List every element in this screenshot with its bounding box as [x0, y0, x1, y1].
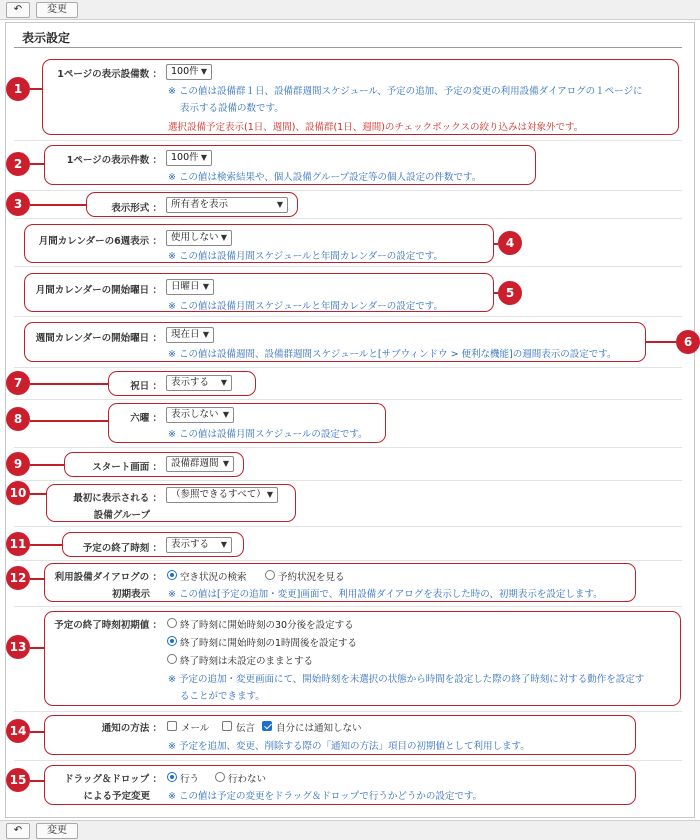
device-dialog-label: 利用設備ダイアログの ：: [54, 572, 162, 583]
annotation-frame: [44, 145, 536, 185]
annotation-frame: [24, 322, 646, 362]
radio-end-unset-label: 終了時刻は未設定のままとする: [180, 656, 314, 667]
items-per-page-select[interactable]: 100件 ▼: [166, 150, 212, 166]
monthly-start-day-label: 月間カレンダーの開始曜日 ：: [35, 285, 162, 296]
weekly-start-day-label: 週間カレンダーの開始曜日 ：: [35, 333, 162, 344]
annotation-badge: 3: [6, 192, 30, 216]
row-divider: [14, 760, 682, 761]
chevron-down-icon: ▼: [220, 540, 227, 549]
radio-availability-label: 空き状況の検索: [180, 572, 247, 583]
annotation-connector: [30, 420, 108, 422]
monthly-start-day-select[interactable]: 日曜日 ▼: [166, 279, 214, 295]
radio-end-30min-label: 終了時刻に開始時刻の30分後を設定する: [180, 620, 354, 631]
chevron-down-icon: ▼: [222, 459, 229, 468]
annotation-connector: [30, 493, 46, 495]
annotation-connector: [30, 88, 42, 90]
back-button[interactable]: [6, 823, 30, 839]
drag-drop-label-cont: による予定変更: [83, 791, 150, 802]
annotation-badge: 15: [6, 768, 30, 792]
devices-per-page-select[interactable]: 100件 ▼: [166, 64, 212, 80]
annotation-badge: 5: [498, 281, 522, 305]
annotation-frame: [44, 715, 636, 755]
annotation-frame: [24, 273, 494, 312]
weekly-start-day-select[interactable]: 現在日 ▼: [166, 327, 214, 343]
top-toolbar: [0, 0, 700, 20]
holidays-label: 祝日 ：: [130, 381, 162, 392]
chevron-down-icon: ▼: [202, 282, 209, 291]
end-time-default-note: ※ 予定の追加・変更画面にて、開始時刻を未選択の状態から時間を設定した際の終了時刻に対する動作を設定す: [168, 674, 645, 685]
row-divider: [14, 526, 682, 527]
annotation-frame: [42, 59, 679, 135]
initial-group-select[interactable]: （参照できるすべて） ▼: [166, 487, 278, 503]
end-time-default-note-cont: ることができます。: [180, 691, 265, 702]
device-dialog-note: ※ この値は[予定の追加・変更]画面で、利用設備ダイアログを表示した時の、初期表示を設定します。: [168, 589, 603, 600]
annotation-connector: [30, 204, 86, 206]
annotation-frame: [44, 611, 681, 706]
monthly-6week-label: 月間カレンダーの6週表示 ：: [38, 236, 162, 247]
end-time-select[interactable]: 表示する ▼: [166, 537, 232, 553]
row-divider: [14, 560, 682, 561]
annotation-badge: 11: [6, 532, 30, 556]
annotation-badge: 9: [6, 452, 30, 476]
end-time-default-label: 予定の終了時刻初期値 ：: [54, 620, 162, 631]
radio-drag-drop-off-label: 行わない: [228, 774, 267, 785]
annotation-connector: [30, 578, 44, 580]
annotation-badge: 2: [6, 152, 30, 176]
row-divider: [14, 266, 682, 267]
back-icon: ↶: [13, 825, 23, 836]
rokuyo-select[interactable]: 表示しない ▼: [166, 407, 234, 423]
annotation-badge: 10: [6, 481, 30, 505]
annotation-badge: 1: [6, 77, 30, 101]
weekly-start-day-note: ※ この値は設備週間、設備群週間スケジュールと[サブウィンドウ > 便利な機能]の週間表示の設定です。: [168, 349, 617, 360]
devices-per-page-label: 1ページの表示設備数 ：: [57, 69, 162, 80]
annotation-connector: [30, 780, 44, 782]
change-button[interactable]: 変更: [36, 823, 78, 839]
annotation-frame: [44, 765, 636, 805]
row-divider: [14, 367, 682, 368]
title-divider: [14, 47, 682, 48]
chevron-down-icon: ▼: [266, 490, 273, 499]
page-title: 表示設定: [22, 31, 71, 45]
holidays-select[interactable]: 表示する ▼: [166, 375, 232, 391]
items-per-page-label: 1ページの表示件数 ：: [66, 155, 162, 166]
radio-drag-drop-on-label: 行う: [180, 774, 200, 785]
annotation-badge: 12: [6, 566, 30, 590]
checkbox-mail-label: メール: [181, 723, 210, 734]
checkbox-no-self-notify-label: 自分には通知しない: [276, 723, 362, 734]
checkbox-message-label: 伝言: [236, 723, 256, 734]
drag-drop-label: ドラッグ＆ドロップ ：: [64, 774, 162, 785]
annotation-frame: [108, 403, 386, 443]
annotation-badge: 8: [6, 407, 30, 431]
annotation-connector: [646, 341, 676, 343]
initial-group-label-cont: 設備グループ: [93, 510, 150, 521]
annotation-connector: [30, 464, 64, 466]
annotation-badge: 7: [6, 371, 30, 395]
back-button[interactable]: [6, 2, 30, 18]
device-dialog-label-cont: 初期表示: [111, 589, 150, 600]
annotation-connector: [30, 731, 44, 733]
annotation-frame: [24, 224, 494, 263]
chevron-down-icon: ▼: [222, 410, 229, 419]
annotation-frame: [86, 192, 298, 217]
rokuyo-note: ※ この値は設備月間スケジュールの設定です。: [168, 429, 368, 440]
chevron-down-icon: ▼: [220, 233, 227, 242]
annotation-frame: [64, 452, 244, 477]
monthly-6week-note: ※ この値は設備月間スケジュールと年間カレンダーの設定です。: [168, 251, 444, 262]
row-divider: [14, 447, 682, 448]
radio-reservation-label: 予約状況を見る: [278, 572, 345, 583]
monthly-start-day-note: ※ この値は設備月間スケジュールと年間カレンダーの設定です。: [168, 301, 444, 312]
chevron-down-icon: ▼: [200, 67, 207, 76]
row-divider: [14, 606, 682, 607]
monthly-6week-select[interactable]: 使用しない ▼: [166, 230, 232, 246]
annotation-badge: 13: [6, 635, 30, 659]
display-format-select[interactable]: 所有者を表示 ▼: [166, 197, 288, 213]
start-screen-label: スタート画面 ：: [92, 462, 162, 473]
display-format-label: 表示形式 ：: [111, 203, 162, 214]
annotation-connector: [30, 647, 44, 649]
annotation-badge: 4: [498, 231, 522, 255]
row-divider: [14, 218, 682, 219]
annotation-frame: [108, 371, 256, 396]
annotation-frame: [62, 532, 244, 557]
row-divider: [14, 190, 682, 191]
row-divider: [14, 140, 682, 141]
end-time-label: 予定の終了時刻 ：: [82, 543, 162, 554]
devices-per-page-warning: 選択設備予定表示(1日、週間)、設備群(1日、週間)のチェックボックスの絞り込みは対象外です。: [168, 122, 584, 133]
row-divider: [14, 480, 682, 481]
chevron-down-icon: ▼: [276, 200, 283, 209]
start-screen-select[interactable]: 設備群週間 ▼: [166, 456, 234, 472]
initial-group-label: 最初に表示される ：: [73, 493, 162, 504]
row-divider: [14, 399, 682, 400]
change-button[interactable]: 変更: [36, 2, 78, 18]
back-icon: ↶: [13, 4, 23, 15]
rokuyo-label: 六曜 ：: [130, 413, 162, 424]
bottom-toolbar: [0, 820, 700, 840]
notification-method-label: 通知の方法 ：: [101, 723, 162, 734]
chevron-down-icon: ▼: [220, 378, 227, 387]
annotation-connector: [30, 383, 108, 385]
row-divider: [14, 711, 682, 712]
chevron-down-icon: ▼: [202, 330, 209, 339]
chevron-down-icon: ▼: [200, 153, 207, 162]
drag-drop-note: ※ この値は予定の変更をドラッグ＆ドロップで行うかどうかの設定です。: [168, 791, 483, 802]
radio-end-1hour-label: 終了時刻に開始時刻の1時間後を設定する: [180, 638, 358, 649]
notification-method-note: ※ 予定を追加、変更、削除する際の「通知の方法」項目の初期値として利用します。: [168, 741, 530, 752]
annotation-connector: [30, 163, 44, 165]
annotation-badge: 6: [676, 330, 700, 354]
row-divider: [14, 316, 682, 317]
items-per-page-note: ※ この値は検索結果や、個人設備グループ設定等の個人設定の件数です。: [168, 172, 482, 183]
annotation-badge: 14: [6, 719, 30, 743]
annotation-connector: [30, 544, 62, 546]
devices-per-page-note-cont: 表示する設備の数です。: [180, 103, 284, 114]
annotation-frame: [44, 563, 636, 602]
annotation-frame: [46, 484, 296, 522]
devices-per-page-note: ※ この値は設備群１日、設備群週間スケジュール、予定の追加、予定の変更の利用設備ダイアログの１ページに: [168, 86, 643, 97]
